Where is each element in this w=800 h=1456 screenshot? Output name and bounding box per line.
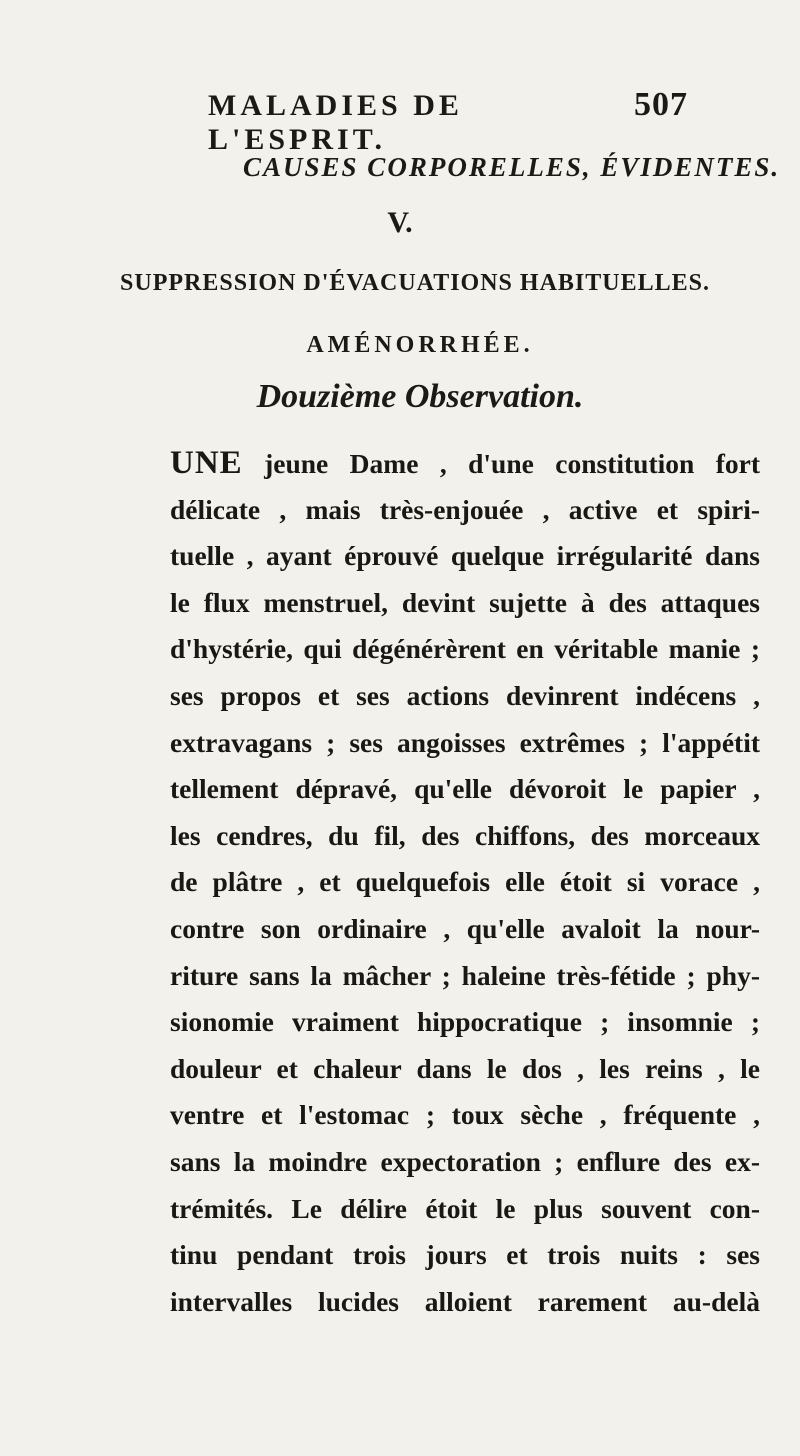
text-line: ses propos et ses actions devinrent indécens , bbox=[170, 679, 760, 711]
first-word: UNE bbox=[170, 445, 243, 481]
running-head bbox=[208, 86, 688, 157]
text-line: contre son ordinaire , qu'elle avaloit la nour- bbox=[170, 912, 760, 944]
running-head-title: MALADIES DE L'ESPRIT. bbox=[208, 89, 463, 156]
text-line: de plâtre , et quelquefois elle étoit si vorace , bbox=[170, 866, 760, 898]
text-line: ventre et l'estomac ; toux sèche , fréquente , bbox=[170, 1099, 760, 1131]
text-line: les cendres, du fil, des chiffons, des morceaux bbox=[170, 819, 760, 851]
body-text bbox=[170, 440, 760, 1325]
text-line: UNE jeune Dame , d'une constitution fort bbox=[170, 445, 760, 481]
text-line: extravagans ; ses angoisses extrêmes ; l'appétit bbox=[170, 726, 760, 758]
section-title: CAUSES CORPORELLES, ÉVIDENTES. bbox=[243, 152, 781, 182]
observation-title: Douzième Observation. bbox=[256, 378, 584, 415]
text-line: intervalles lucides alloient rarement au-delà bbox=[170, 1285, 760, 1317]
text-line: trémités. Le délire étoit le plus souvent con- bbox=[170, 1192, 760, 1224]
text-line: délicate , mais très-enjouée , active et spiri- bbox=[170, 493, 760, 525]
sub-title: AMÉNORRHÉE. bbox=[306, 332, 534, 358]
chapter-title: SUPPRESSION D'ÉVACUATIONS HABITUELLES. bbox=[120, 270, 710, 296]
text-line: d'hystérie, qui dégénérèrent en véritable manie ; bbox=[170, 633, 760, 665]
text-line: sionomie vraiment hippocratique ; insomnie ; bbox=[170, 1006, 760, 1038]
text-line: tellement dépravé, qu'elle dévoroit le papier , bbox=[170, 773, 760, 805]
text-line: tuelle , ayant éprouvé quelque irrégularité dans bbox=[170, 540, 760, 572]
text-line: douleur et chaleur dans le dos , les reins , le bbox=[170, 1052, 760, 1084]
chapter-number: V. bbox=[387, 206, 413, 239]
text-line: tinu pendant trois jours et trois nuits : ses bbox=[170, 1239, 760, 1271]
text-line: le flux menstruel, devint sujette à des attaques bbox=[170, 586, 760, 618]
text-line: riture sans la mâcher ; haleine très-fétide ; phy- bbox=[170, 959, 760, 991]
text-line: sans la moindre expectoration ; enflure des ex- bbox=[170, 1145, 760, 1177]
page-number: 507 bbox=[634, 86, 688, 123]
